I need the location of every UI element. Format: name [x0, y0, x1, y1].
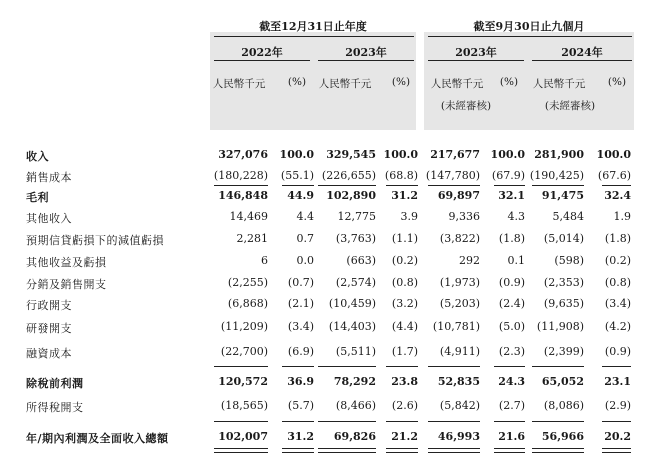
subtotal-rule: [318, 185, 376, 186]
amount-cell: (5,511): [335, 345, 376, 358]
percent-cell: (0.2): [604, 254, 631, 267]
subtotal-rule: [282, 185, 314, 186]
percent-cell: (0.9): [604, 345, 631, 358]
table-row-distribution-selling: [0, 274, 660, 294]
period-group-header-annual: 截至12月31日止年度: [259, 20, 367, 33]
percent-cell: (4.4): [391, 320, 418, 333]
subtotal-rule: [386, 421, 418, 422]
subtotal-rule: [494, 185, 525, 186]
percent-cell: 24.3: [498, 375, 525, 388]
percent-cell: (6.9): [287, 345, 314, 358]
row-label: 收入: [26, 150, 49, 163]
table-row-total-profit-comprehensive: [0, 428, 660, 448]
percent-cell: 0.0: [296, 254, 314, 267]
percent-cell: (1.8): [604, 232, 631, 245]
amount-cell: 292: [459, 254, 480, 267]
percent-cell: (1.7): [391, 345, 418, 358]
amount-cell: 102,890: [326, 189, 376, 202]
amount-cell: (10,781): [432, 320, 480, 333]
percent-cell: (0.8): [391, 276, 418, 289]
row-label: 行政開支: [26, 299, 72, 312]
percent-cell: 20.2: [604, 430, 631, 443]
percent-cell: (3.4): [287, 320, 314, 333]
percent-cell: (55.1): [280, 169, 314, 182]
percent-cell: (1.8): [498, 232, 525, 245]
year-header-4: 2024年: [561, 46, 603, 59]
table-row-finance-costs: [0, 343, 660, 363]
amount-cell: (226,655): [321, 169, 376, 182]
pct-header-3: (%): [499, 76, 519, 88]
subtotal-rule: [428, 366, 480, 367]
amount-cell: (11,908): [536, 320, 584, 333]
row-label: 分銷及銷售開支: [26, 278, 107, 291]
year-underline-4: [532, 60, 632, 61]
subtotal-rule: [318, 421, 376, 422]
percent-cell: 3.9: [400, 210, 418, 223]
percent-cell: (3.4): [604, 297, 631, 310]
total-double-rule: [602, 448, 631, 453]
subtotal-rule: [532, 421, 584, 422]
percent-cell: (0.2): [391, 254, 418, 267]
subtotal-rule: [602, 185, 631, 186]
percent-cell: (3.2): [391, 297, 418, 310]
percent-cell: (1.1): [391, 232, 418, 245]
pct-header-1: (%): [287, 76, 307, 88]
subtotal-rule: [532, 366, 584, 367]
amount-cell: 6: [261, 254, 268, 267]
percent-cell: 0.1: [507, 254, 525, 267]
amount-cell: 146,848: [218, 189, 268, 202]
amount-cell: (11,209): [220, 320, 268, 333]
percent-cell: (68.8): [384, 169, 418, 182]
amount-cell: 9,336: [448, 210, 480, 223]
amount-cell: 281,900: [534, 148, 584, 161]
amount-cell: (22,700): [220, 345, 268, 358]
percent-cell: (5.7): [287, 399, 314, 412]
table-row-administrative: [0, 295, 660, 315]
amount-cell: 120,572: [218, 375, 268, 388]
percent-cell: (2.1): [287, 297, 314, 310]
amount-cell: (6,868): [227, 297, 268, 310]
subtotal-rule: [282, 421, 314, 422]
percent-cell: (2.9): [604, 399, 631, 412]
subtotal-rule: [214, 366, 268, 367]
unit-header-1: 人民幣千元: [212, 78, 266, 90]
pct-header-2: (%): [391, 76, 411, 88]
amount-cell: 12,775: [337, 210, 376, 223]
row-label: 研發開支: [26, 322, 72, 335]
table-row-gross-profit: [0, 187, 660, 207]
pct-header-4: (%): [607, 76, 627, 88]
percent-cell: (5.0): [498, 320, 525, 333]
amount-cell: (663): [346, 254, 376, 267]
subtotal-rule: [602, 366, 631, 367]
subtotal-rule: [428, 421, 480, 422]
total-double-rule: [428, 448, 480, 453]
year-header-3: 2023年: [455, 46, 497, 59]
subtotal-rule: [318, 366, 376, 367]
subtotal-rule: [494, 421, 525, 422]
percent-cell: 4.4: [296, 210, 314, 223]
row-label: 年/期內利潤及全面收入總額: [26, 432, 169, 445]
table-row-profit-before-tax: [0, 373, 660, 393]
amount-cell: 56,966: [541, 430, 584, 443]
amount-cell: (2,399): [543, 345, 584, 358]
percent-cell: 36.9: [287, 375, 314, 388]
percent-cell: 100.0: [383, 148, 418, 161]
percent-cell: (0.8): [604, 276, 631, 289]
percent-cell: 23.1: [604, 375, 631, 388]
percent-cell: (2.3): [498, 345, 525, 358]
amount-cell: (190,425): [529, 169, 584, 182]
amount-cell: 217,677: [430, 148, 480, 161]
percent-cell: 100.0: [596, 148, 631, 161]
group-underline-2: [428, 36, 632, 37]
amount-cell: (9,635): [543, 297, 584, 310]
amount-cell: 69,826: [333, 430, 376, 443]
amount-cell: (5,842): [439, 399, 480, 412]
amount-cell: 52,835: [437, 375, 480, 388]
amount-cell: (2,574): [335, 276, 376, 289]
percent-cell: (2.6): [391, 399, 418, 412]
subtotal-rule: [214, 421, 268, 422]
amount-cell: (180,228): [213, 169, 268, 182]
amount-cell: 2,281: [236, 232, 268, 245]
percent-cell: (4.2): [604, 320, 631, 333]
percent-cell: (2.7): [498, 399, 525, 412]
percent-cell: 31.2: [391, 189, 418, 202]
total-double-rule: [532, 448, 584, 453]
period-group-header-nine-months: 截至9月30日止九個月: [473, 20, 585, 33]
percent-cell: 4.3: [507, 210, 525, 223]
subtotal-rule: [214, 185, 268, 186]
table-row-ecl-impairment: [0, 230, 660, 250]
amount-cell: 69,897: [437, 189, 480, 202]
amount-cell: (3,763): [335, 232, 376, 245]
subtotal-rule: [602, 421, 631, 422]
percent-cell: 0.7: [296, 232, 314, 245]
year-header-2: 2023年: [345, 46, 387, 59]
amount-cell: (3,822): [439, 232, 480, 245]
percent-cell: 21.2: [391, 430, 418, 443]
percent-cell: 100.0: [490, 148, 525, 161]
total-double-rule: [494, 448, 525, 453]
amount-cell: (598): [554, 254, 584, 267]
amount-cell: 14,469: [229, 210, 268, 223]
percent-cell: 32.4: [604, 189, 631, 202]
amount-cell: 65,052: [541, 375, 584, 388]
subtotal-rule: [532, 185, 584, 186]
subtotal-rule: [428, 185, 480, 186]
percent-cell: 100.0: [279, 148, 314, 161]
total-double-rule: [214, 448, 268, 453]
percent-cell: 21.6: [498, 430, 525, 443]
percent-cell: 1.9: [613, 210, 631, 223]
table-row-cost-of-sales: [0, 167, 660, 187]
row-label: 其他收益及虧損: [26, 256, 107, 269]
amount-cell: (5,014): [543, 232, 584, 245]
row-label: 融資成本: [26, 347, 72, 360]
percent-cell: 44.9: [287, 189, 314, 202]
amount-cell: 46,993: [437, 430, 480, 443]
amount-cell: 78,292: [333, 375, 376, 388]
total-double-rule: [386, 448, 418, 453]
subtotal-rule: [386, 366, 418, 367]
table-row-other-income: [0, 208, 660, 228]
amount-cell: (5,203): [439, 297, 480, 310]
percent-cell: (67.6): [597, 169, 631, 182]
row-label: 其他收入: [26, 212, 72, 225]
year-header-1: 2022年: [241, 46, 283, 59]
amount-cell: 329,545: [326, 148, 376, 161]
unaudited-note-2: (未經審核): [544, 100, 596, 112]
percent-cell: (67.9): [491, 169, 525, 182]
percent-cell: (2.4): [498, 297, 525, 310]
table-row-income-tax: [0, 397, 660, 417]
table-row-research-development: [0, 318, 660, 338]
amount-cell: (2,255): [227, 276, 268, 289]
unit-header-3: 人民幣千元: [430, 78, 484, 90]
percent-cell: 31.2: [287, 430, 314, 443]
year-underline-2: [318, 60, 414, 61]
amount-cell: (4,911): [439, 345, 480, 358]
group-underline-1: [214, 36, 414, 37]
subtotal-rule: [386, 185, 418, 186]
amount-cell: 102,007: [218, 430, 268, 443]
percent-cell: (0.7): [287, 276, 314, 289]
table-row-other-gains-losses: [0, 252, 660, 272]
year-underline-1: [214, 60, 310, 61]
amount-cell: (8,086): [543, 399, 584, 412]
amount-cell: (14,403): [328, 320, 376, 333]
amount-cell: 327,076: [218, 148, 268, 161]
unaudited-note-1: (未經審核): [440, 100, 492, 112]
unit-header-2: 人民幣千元: [318, 78, 372, 90]
row-label: 毛利: [26, 191, 49, 204]
amount-cell: (1,973): [439, 276, 480, 289]
row-label: 銷售成本: [26, 171, 72, 184]
amount-cell: (18,565): [220, 399, 268, 412]
table-row-revenue: [0, 146, 660, 166]
subtotal-rule: [494, 366, 525, 367]
amount-cell: (2,353): [543, 276, 584, 289]
year-underline-3: [428, 60, 524, 61]
amount-cell: (10,459): [328, 297, 376, 310]
percent-cell: 32.1: [498, 189, 525, 202]
percent-cell: (0.9): [498, 276, 525, 289]
amount-cell: (8,466): [335, 399, 376, 412]
row-label: 預期信貸虧損下的減值虧損: [26, 234, 164, 247]
row-label: 所得稅開支: [26, 401, 84, 414]
percent-cell: 23.8: [391, 375, 418, 388]
amount-cell: 5,484: [552, 210, 584, 223]
amount-cell: 91,475: [541, 189, 584, 202]
total-double-rule: [282, 448, 314, 453]
row-label: 除稅前利潤: [26, 377, 84, 390]
unit-header-4: 人民幣千元: [532, 78, 586, 90]
amount-cell: (147,780): [425, 169, 480, 182]
subtotal-rule: [282, 366, 314, 367]
total-double-rule: [318, 448, 376, 453]
